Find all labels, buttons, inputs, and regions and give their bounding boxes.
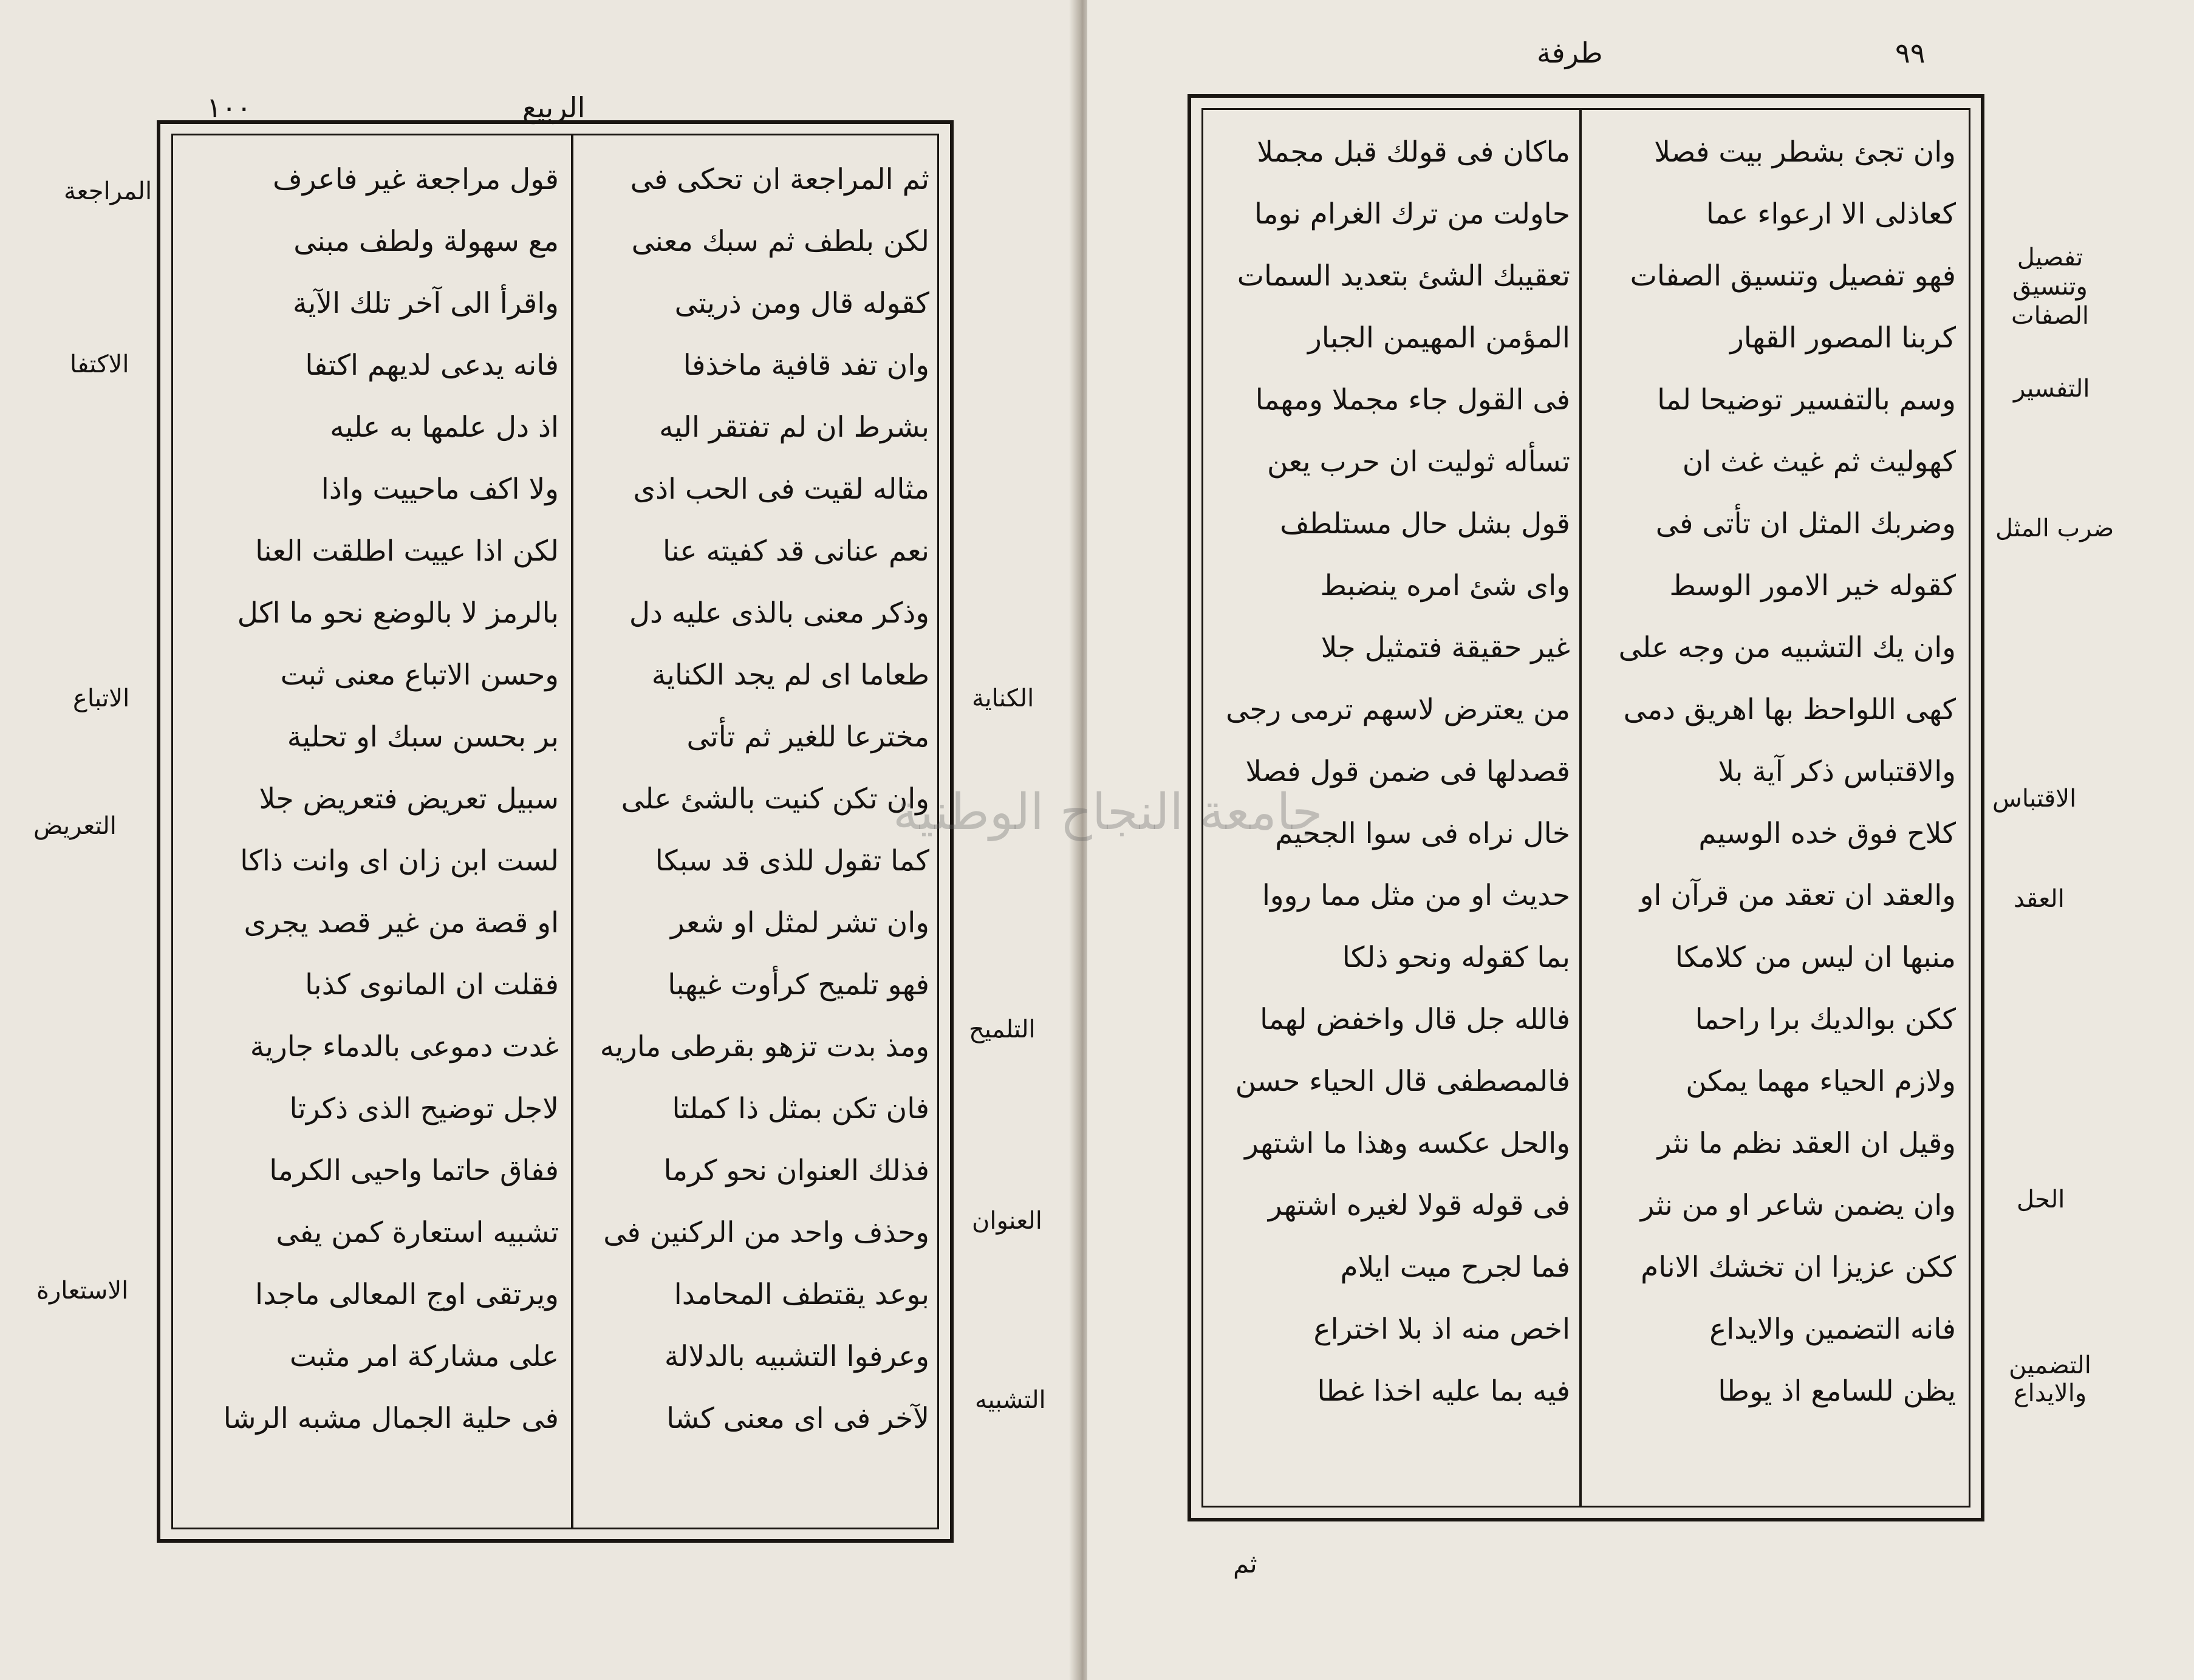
verse-line: وحذف واحد من الركنين فى (603, 1216, 929, 1249)
verse-line: وان يضمن شاعر او من نثر (1640, 1189, 1956, 1222)
verse-line: فى قوله قولا لغيره اشتهر (1268, 1189, 1570, 1222)
verse-line: وان يك التشبيه من وجه على (1618, 631, 1956, 664)
verse-line: لكن بلطف ثم سبك معنى (631, 225, 929, 258)
margin-note-tafsil: تفصيل وتنسيق الصفات (2011, 244, 2090, 330)
verse-line: ففاق حاتما واحيى الكرما (269, 1154, 559, 1187)
margin-note-tafsir: التفسير (2014, 375, 2090, 403)
verse-line: اخص منه اذ بلا اختراع (1313, 1313, 1570, 1346)
margin-note-aqd: العقد (2014, 885, 2065, 913)
margin-note-tarid: التعريض (33, 812, 117, 840)
verse-line: كقوله خير الامور الوسط (1669, 569, 1956, 603)
page-number-right: ٩٩ (1895, 36, 1926, 69)
verse-line: حاولت من ترك الغرام نوما (1254, 197, 1570, 231)
verse-line: كهوليث ثم غيث غث ان (1682, 445, 1956, 479)
verse-line: بالرمز لا بالوضع نحو ما اكل (237, 596, 559, 630)
verse-line: وسم بالتفسير توضيحا لما (1657, 383, 1956, 417)
verse-line: او قصة من غير قصد يجرى (244, 906, 559, 940)
margin-note-istiara: الاستعارة (36, 1277, 129, 1305)
margin-note-iqtibas: الاقتباس (1992, 785, 2077, 813)
verse-line: خال نراه فى سوا الجحيم (1275, 817, 1570, 850)
verse-line: منبها ان ليس من كلامكا (1675, 941, 1956, 974)
column-rule-left (571, 134, 573, 1529)
verse-line: طعاما اى لم يجد الكناية (651, 658, 929, 692)
verse-line: فقلت ان المانوى كذبا (305, 968, 559, 1002)
verse-line: سبيل تعريض فتعريض جلا (259, 782, 559, 816)
page-number-left: ١٠٠ (207, 91, 252, 124)
verse-line: والعقد ان تعقد من قرآن او (1639, 879, 1956, 912)
verse-line: فهو تلميح كرأوت غيهبا (668, 968, 929, 1002)
verse-line: وقيل ان العقد نظم ما نثر (1657, 1127, 1956, 1160)
verse-line: فما لجرح ميت ايلام (1340, 1251, 1570, 1284)
library-watermark: جامعة النجاح الوطنية (893, 784, 1323, 841)
verse-line: كلاح فوق خده الوسيم (1698, 817, 1956, 850)
verse-line: وان تفد قافية ماخذفا (683, 349, 929, 382)
verse-line: لاجل توضيح الذى ذكرتا (289, 1092, 559, 1125)
verse-line: بر بحسن سبك او تحلية (287, 720, 559, 754)
verse-line: قصدلها فى ضمن قول فصلا (1245, 755, 1570, 788)
outer-column-left (182, 149, 559, 1521)
verse-line: قول بشل حال مستلطف (1280, 507, 1570, 541)
verse-line: قول مراجعة غير فاعرف (273, 163, 559, 196)
verse-line: بما كقوله ونحو ذلكا (1342, 941, 1570, 974)
verse-line: واقرأ الى آخر تلك الآية (293, 287, 559, 320)
verse-line: وان تشر لمثل او شعر (671, 906, 929, 940)
verse-line: تشبيه استعارة كمن يفى (276, 1216, 559, 1249)
margin-note-tashbih: التشبيه (975, 1386, 1046, 1414)
verse-line: اذ دل علمها به عليه (330, 411, 559, 444)
margin-note-itba: الاتباع (73, 685, 130, 712)
verse-line: فى القول جاء مجملا ومهما (1255, 383, 1570, 417)
running-head-right: طرفة (1537, 36, 1603, 69)
margin-note-darb-mathal: ضرب المثل (1995, 514, 2114, 542)
running-head-left: الربيع (522, 91, 586, 124)
verse-line: فان تكن بمثل ذا كملتا (672, 1092, 929, 1125)
verse-line: من يعترض لاسهم ترمى رجى (1226, 693, 1570, 726)
verse-line: نعم عنانى قد كفيته عنا (663, 534, 929, 568)
margin-note-kinaya: الكناية (972, 685, 1034, 712)
verse-line: كقوله قال ومن ذريتى (674, 287, 929, 320)
verse-line: مثاله لقيت فى الحب اذى (633, 473, 929, 506)
verse-line: لآخر فى اى معنى كشا (666, 1402, 929, 1435)
verse-line: ويرتقى اوج المعالى ماجدا (255, 1278, 559, 1311)
verse-line: مخترعا للغير ثم تأتى (686, 720, 929, 754)
margin-note-iktifa: الاكتفا (70, 350, 129, 378)
verse-line: يظن للسامع اذ يوطا (1718, 1374, 1956, 1408)
margin-note-unwan: العنوان (972, 1207, 1042, 1235)
verse-line: واى شئ امره ينضبط (1320, 569, 1570, 603)
verse-line: وذكر معنى بالذى عليه دل (629, 596, 929, 630)
verse-line: حديث او من مثل مما رووا (1262, 879, 1570, 912)
margin-note-muraja: المراجعة (64, 177, 152, 205)
verse-line: المؤمن المهيمن الجبار (1308, 321, 1570, 355)
verse-line: وضربك المثل ان تأتى فى (1655, 507, 1956, 541)
verse-line: مع سهولة ولطف مبنى (293, 225, 559, 258)
verse-line: فى حلية الجمال مشبه الرشا (223, 1402, 559, 1435)
verse-line: كعاذلى الا ارعواء عما (1706, 197, 1956, 231)
verse-line: وان تجئ بشطر بيت فصلا (1654, 135, 1956, 169)
verse-line: ككن بوالديك برا راحما (1695, 1003, 1956, 1036)
verse-line: كما تقول للذى قد سبكا (655, 844, 929, 878)
verse-line: ولازم الحياء مهما يمكن (1686, 1065, 1956, 1098)
inner-column-left (583, 149, 929, 1521)
verse-line: والحل عكسه وهذا ما اشتهر (1245, 1127, 1570, 1160)
verse-line: ماكان فى قولك قبل مجملا (1257, 135, 1570, 169)
margin-note-talmih: التلميح (969, 1016, 1036, 1043)
verse-line: فانه التضمين والايداع (1709, 1313, 1956, 1346)
verse-line: ومذ بدت تزهو بقرطى ماريه (600, 1030, 929, 1064)
verse-line: غير حقيقة فتمثيل جلا (1321, 631, 1570, 664)
verse-line: وحسن الاتباع معنى ثبت (280, 658, 559, 692)
verse-line: وان تكن كنيت بالشئ على (621, 782, 929, 816)
verse-line: تعقيبك الشئ بتعديد السمات (1237, 259, 1570, 293)
verse-line: لست ابن زان اى وانت ذاكا (240, 844, 559, 878)
verse-line: والاقتباس ذكر آية بلا (1718, 755, 1956, 788)
verse-line: فالمصطفى قال الحياء حسن (1235, 1065, 1570, 1098)
verse-line: فذلك العنوان نحو كرما (663, 1154, 929, 1187)
verse-line: تسأله ثوليت ان حرب يعن (1267, 445, 1570, 479)
verse-line: فهو تفصيل وتنسيق الصفات (1630, 259, 1956, 293)
verse-line: ثم المراجعة ان تحكى فى (630, 163, 929, 196)
outer-column-right (1591, 121, 1956, 1500)
verse-line: فيه بما عليه اخذا غطا (1317, 1374, 1570, 1408)
margin-note-tadmin: التضمين والايداع (2009, 1351, 2091, 1407)
verse-line: بشرط ان لم تفتقر اليه (659, 411, 929, 444)
column-rule-right (1579, 108, 1582, 1508)
verse-line: كربنا المصور القهار (1730, 321, 1956, 355)
verse-line: كهى اللواحظ بها اهريق دمى (1623, 693, 1956, 726)
verse-line: لكن اذا عييت اطلقت العنا (255, 534, 559, 568)
verse-line: على مشاركة امر مثبت (289, 1340, 559, 1373)
verse-line: فانه يدعى لديهم اكتفا (305, 349, 559, 382)
margin-note-hall: الحل (2017, 1186, 2065, 1214)
verse-line: غدت دموعى بالدماء جارية (250, 1030, 559, 1064)
verse-line: بوعد يقتطف المحامدا (674, 1278, 929, 1311)
verse-line: ولا اكف ماحييت واذا (321, 473, 559, 506)
catchword: ثم (1233, 1549, 1257, 1579)
verse-line: وعرفوا التشبيه بالدلالة (664, 1340, 929, 1373)
verse-line: فالله جل قال واخفض لهما (1260, 1003, 1570, 1036)
verse-line: ككن عزيزا ان تخشك الانام (1641, 1251, 1956, 1284)
